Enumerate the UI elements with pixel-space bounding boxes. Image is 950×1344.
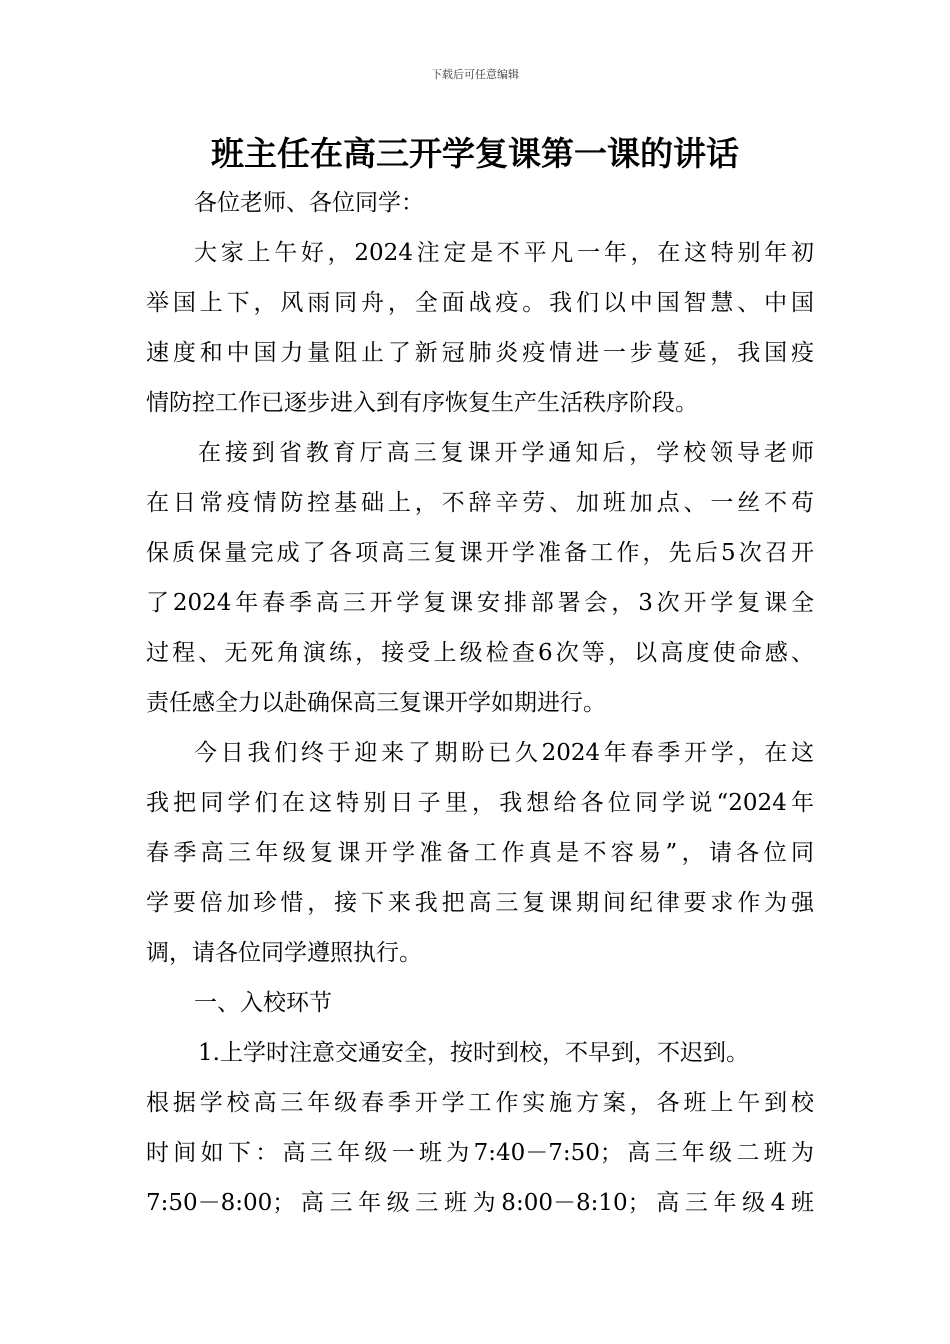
paragraph-line: 情防控工作已逐步进入到有序恢复生产生活秩序阶段。 bbox=[146, 390, 698, 416]
paragraph-line: 我把同学们在这特别日子里，我想给各位同学说“2024年 bbox=[146, 790, 814, 816]
salutation: 各位老师、各位同学： bbox=[194, 190, 424, 216]
speech-body bbox=[146, 178, 814, 1228]
paragraph-line: 速度和中国力量阻止了新冠肺炎疫情进一步蔓延，我国疫 bbox=[146, 340, 814, 366]
paragraph-line: 调，请各位同学遵照执行。 bbox=[146, 940, 422, 966]
paragraph-line: 在日常疫情防控基础上，不辞辛劳、加班加点、一丝不苟 bbox=[146, 490, 814, 516]
page-title: 班主任在高三开学复课第一课的讲话 bbox=[211, 134, 739, 173]
paragraph-line: 学要倍加珍惜，接下来我把高三复课期间纪律要求作为强 bbox=[146, 890, 814, 916]
paragraph-line: 举国上下，风雨同舟，全面战疫。我们以中国智慧、中国 bbox=[146, 290, 814, 316]
paragraph-line: 责任感全力以赴确保高三复课开学如期进行。 bbox=[146, 690, 606, 716]
paragraph-line: 根据学校高三年级春季开学工作实施方案，各班上午到校 bbox=[146, 1090, 814, 1116]
paragraph-line: 在接到省教育厅高三复课开学通知后，学校领导老师 bbox=[198, 440, 814, 466]
paragraph-line: 过程、无死角演练，接受上级检查6次等，以高度使命感、 bbox=[146, 640, 814, 666]
paragraph-line: 保质保量完成了各项高三复课开学准备工作，先后5次召开 bbox=[146, 540, 814, 566]
paragraph-line: 大家上午好，2024注定是不平凡一年，在这特别年初 bbox=[194, 240, 814, 266]
header-note: 下载后可任意编辑 bbox=[431, 68, 519, 81]
paragraph-line: 今日我们终于迎来了期盼已久2024年春季开学，在这 bbox=[194, 740, 814, 766]
paragraph-line: 1.上学时注意交通安全，按时到校，不早到，不迟到。 bbox=[198, 1040, 749, 1066]
paragraph-line: 7:50－8:00；高三年级三班为8:00－8:10；高三年级4班 bbox=[146, 1190, 814, 1216]
paragraph-line: 了2024年春季高三开学复课安排部署会，3次开学复课全 bbox=[146, 590, 814, 616]
paragraph-line: 春季高三年级复课开学准备工作真是不容易”，请各位同 bbox=[146, 840, 814, 866]
paragraph-line: 时间如下：高三年级一班为7:40－7:50；高三年级二班为 bbox=[146, 1140, 814, 1166]
section-heading: 一、入校环节 bbox=[194, 990, 332, 1016]
